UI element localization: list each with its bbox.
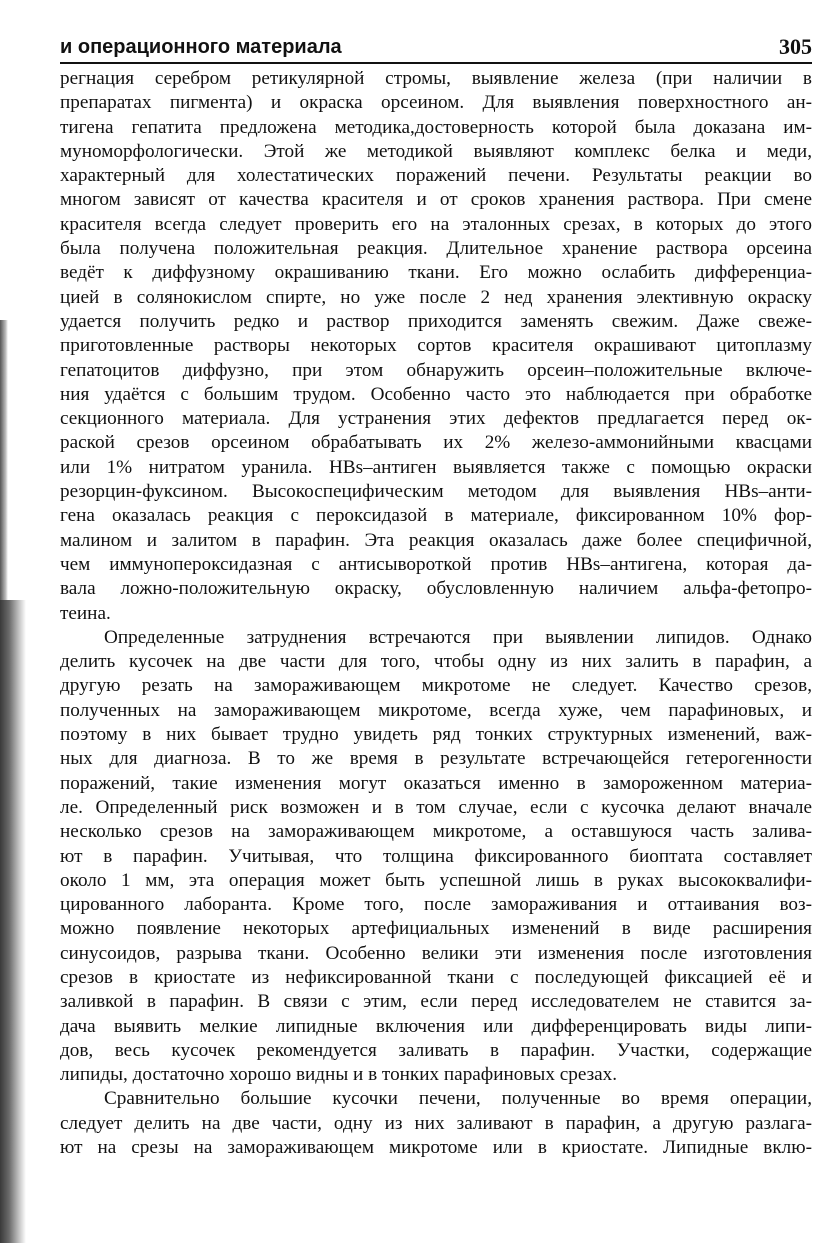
text-line: характерный для холестатических поражений печени. Результаты реакции во: [60, 165, 812, 187]
text-line: регнация серебром ретикулярной стромы, выявление железа (при наличии в: [60, 68, 812, 89]
text-line: чем иммунопероксидазная с антисывороткой против HBs–антигена, которая да-: [60, 553, 812, 575]
text-line: вала ложно-положительную окраску, обусловленную наличием альфа-фетопро-: [60, 578, 812, 600]
text-line: цированного лаборанта. Кроме того, после замораживания и оттаивания воз-: [60, 894, 812, 916]
text-line: липиды, достаточно хорошо видны и в тонких парафиновых срезах.: [60, 1064, 618, 1086]
text-line: делить кусочек на две части для того, чтобы одну из них залить в парафин, а: [60, 651, 812, 673]
body-text: [60, 67, 812, 1160]
text-line: секционного материала. Для устранения этих дефектов предлагается перед ок-: [60, 408, 812, 430]
text-line: ведёт к диффузному окрашиванию ткани. Его можно ослабить дифференциа-: [60, 262, 812, 284]
text-line: резорцин-фуксином. Высокоспецифическим методом для выявления HBs–анти-: [60, 481, 812, 503]
text-line: ле. Определенный риск возможен и в том случае, если с кусочка делают вначале: [60, 796, 812, 818]
page-binding-shadow-upper: [0, 320, 8, 600]
text-line: дача выявить мелкие липидные включения или дифференцировать виды липи-: [60, 1015, 812, 1037]
text-line: многом зависят от качества красителя и от сроков хранения раствора. При смене: [60, 189, 812, 211]
text-line: срезов в криостате из нефиксированной ткани с последующей фиксацией её и: [60, 966, 812, 988]
text-line: поражений, такие изменения могут оказаться именно в замороженном материа-: [60, 772, 812, 794]
text-line: гепатоцитов диффузно, при этом обнаружить орсеин–положительные включе-: [60, 359, 812, 381]
text-line: ют в парафин. Учитывая, что толщина фиксированного биоптата составляет: [60, 845, 812, 867]
text-line: около 1 мм, эта операция может быть успешной лишь в руках высококвалифи-: [60, 869, 812, 891]
text-line: или 1% нитратом уранила. HBs–антиген выявляется также с помощью окраски: [60, 456, 812, 478]
text-line: муноморфологически. Этой же методикой выявляют комплекс белка и меди,: [60, 140, 812, 162]
page-header: [60, 28, 812, 64]
text-line: гена оказалась реакция с пероксидазой в материале, фиксированном 10% фор-: [60, 505, 812, 527]
text-line: ния удаётся с большим трудом. Особенно часто это наблюдается при обработке: [60, 383, 812, 405]
text-line: препаратах пигмента) и окраска орсеином. Для выявления поверхностного ан-: [60, 92, 812, 114]
text-line: красителя всегда следует проверить его на эталонных срезах, в которых до этого: [60, 213, 812, 235]
page-number: 305: [779, 34, 812, 59]
running-title: и операционного материала: [60, 36, 342, 58]
text-line: несколько срезов на замораживающем микротоме, а оставшуюся часть залива-: [60, 821, 812, 843]
text-line: малином и залитом в парафин. Эта реакция оказалась даже более специфичной,: [60, 529, 812, 551]
text-line: следует делить на две части, одну из них заливают в парафин, а другую разлага-: [60, 1112, 812, 1134]
text-line: синусоидов, разрыва ткани. Особенно велики эти изменения после изготовления: [60, 942, 812, 964]
text-line: приготовленные растворы некоторых сортов красителя окрашивают цитоплазму: [60, 335, 812, 357]
text-line: полученных на замораживающем микротоме, всегда хуже, чем парафиновых, и: [60, 699, 812, 721]
text-line: дов, весь кусочек рекомендуется заливать в парафин. Участки, содержащие: [60, 1039, 812, 1061]
text-line: ных для диагноза. В то же время в результате встречающейся гетерогенности: [60, 748, 812, 770]
text-line: цией в солянокислом спирте, но уже после 2 нед хранения элективную окраску: [60, 286, 812, 308]
text-line: заливкой в парафин. В связи с этим, если перед исследователем не ставится за-: [60, 991, 812, 1013]
text-line: теина.: [60, 602, 111, 624]
text-line: была получена положительная реакция. Длительное хранение раствора орсеина: [60, 238, 812, 260]
text-line: удается получить редко и раствор приходится заменять свежим. Даже свеже-: [60, 310, 812, 332]
text-line: поэтому в них бывает трудно увидеть ряд тонких структурных изменений, важ-: [60, 724, 812, 746]
text-line: другую резать на замораживающем микротоме не следует. Качество срезов,: [60, 675, 812, 697]
text-line: ют на срезы на замораживающем микротоме или в криостате. Липидные вклю-: [60, 1137, 812, 1159]
text-line: тигена гепатита предложена методика,достоверность которой была доказана им-: [60, 116, 812, 138]
text-line: раской срезов орсеином обрабатывать их 2% железо-аммонийными квасцами: [60, 432, 812, 454]
text-line: Сравнительно большие кусочки печени, полученные во время операции,: [104, 1088, 812, 1110]
page-binding-shadow: [0, 600, 26, 1243]
text-line: Определенные затруднения встречаются при выявлении липидов. Однако: [104, 626, 812, 648]
text-line: можно появление некоторых артефициальных изменений в виде расширения: [60, 918, 812, 940]
